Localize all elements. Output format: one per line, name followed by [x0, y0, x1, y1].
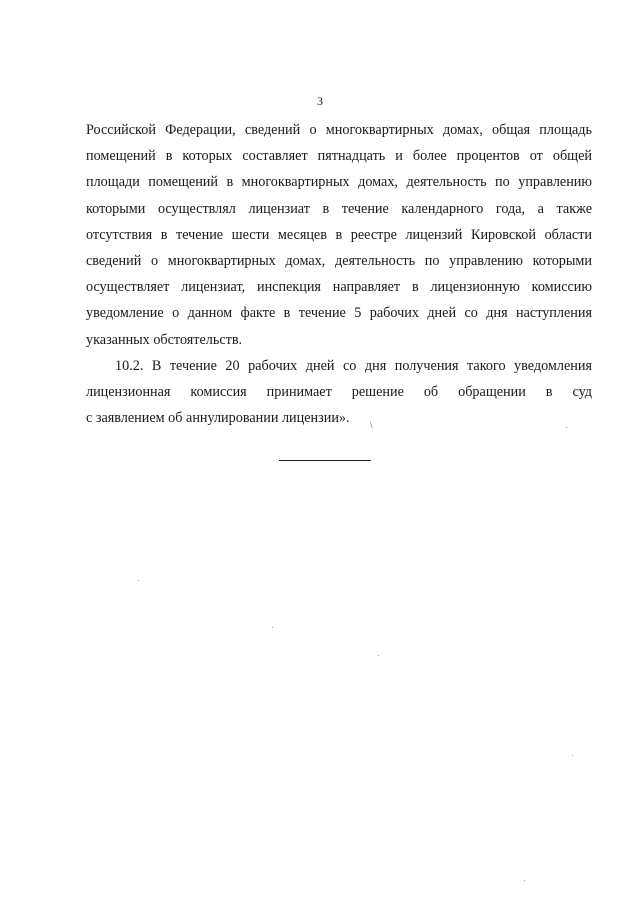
- scan-speck: [378, 655, 379, 656]
- scan-speck: [272, 627, 273, 628]
- scan-speck: [572, 755, 573, 756]
- paragraph-continuation: [86, 117, 592, 353]
- text-line: с заявлением об аннулировании лицензии».: [86, 410, 350, 427]
- scan-speck: [138, 580, 139, 581]
- end-of-document-rule: [279, 460, 371, 461]
- text-line: осуществляет лицензиат, инспекция направляет в лицензионную комиссию: [86, 279, 592, 296]
- text-line: 10.2. В течение 20 рабочих дней со дня получения такого уведомления: [115, 358, 592, 374]
- paragraph-10-2: [86, 353, 592, 432]
- text-line: площади помещений в многоквартирных домах, деятельность по управлению: [86, 174, 592, 191]
- text-line: которыми осуществлял лицензиат в течение календарного года, а также: [86, 200, 592, 217]
- text-line: помещений в которых составляет пятнадцать и более процентов от общей: [86, 148, 592, 165]
- page-number: 3: [317, 94, 323, 108]
- text-line: сведений о многоквартирных домах, деятельность по управлению которыми: [86, 252, 592, 269]
- scan-speck: [524, 880, 525, 881]
- text-line: указанных обстоятельств.: [86, 331, 243, 348]
- scan-mark: \: [370, 420, 373, 430]
- text-line: лицензионная комиссия принимает решение об обращении в суд: [86, 384, 592, 401]
- text-line: Российской Федерации, сведений о многоквартирных домах, общая площадь: [86, 122, 592, 138]
- text-line: уведомление о данном факте в течение 5 рабочих дней со дня наступления: [86, 305, 592, 322]
- scan-speck: [566, 427, 567, 428]
- text-line: отсутствия в течение шести месяцев в реестре лицензий Кировской области: [86, 226, 592, 243]
